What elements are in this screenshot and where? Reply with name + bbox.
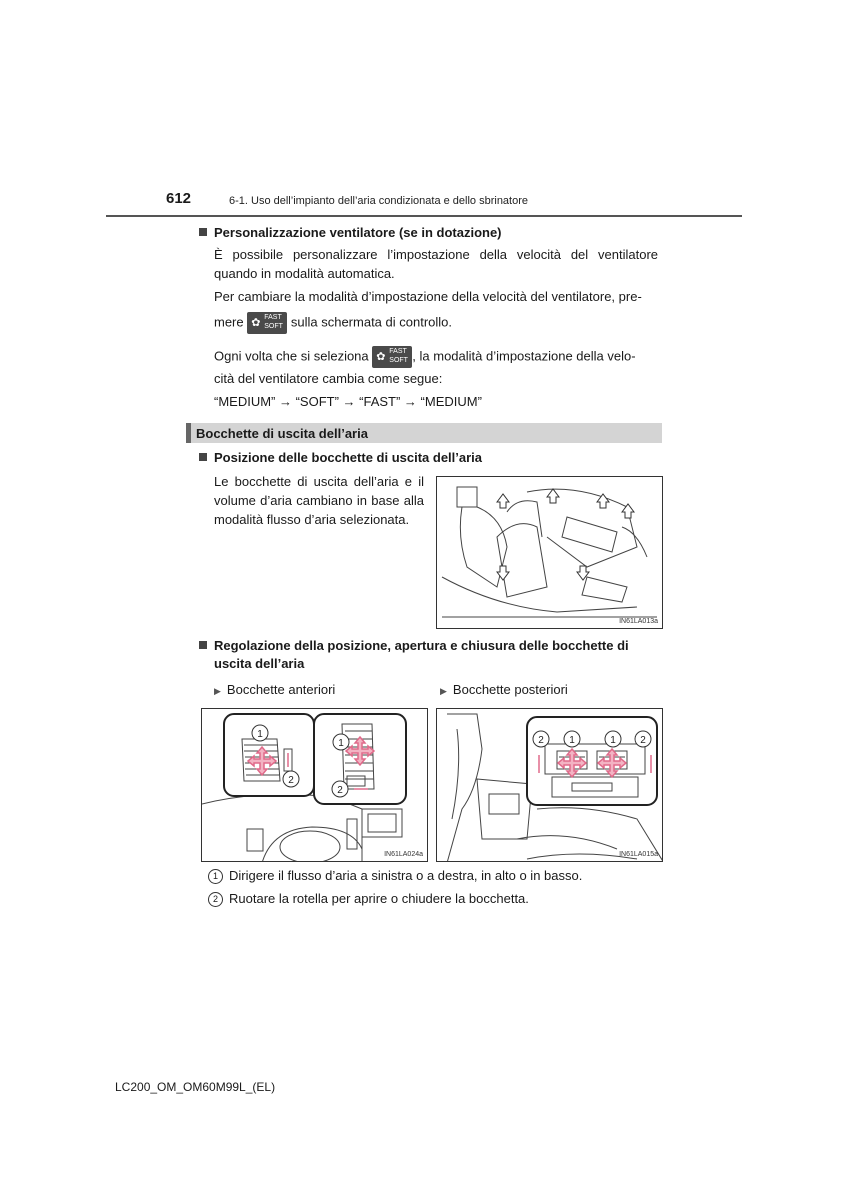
callout-1: 1 <box>610 735 616 746</box>
vent-adjust-heading-line1: Regolazione della posizione, apertura e chiusura delle bocchette di <box>214 638 629 653</box>
callout-2: 2 <box>288 775 294 786</box>
section-title: Bocchette di uscita dell’aria <box>196 426 368 441</box>
page-number: 612 <box>166 190 192 207</box>
rear-vents-illustration <box>437 709 663 862</box>
rear-vents-label-text: Bocchette posteriori <box>452 682 568 697</box>
fast-soft-button-image-2 <box>372 346 412 368</box>
figure-code: IN61LA015a <box>619 851 658 858</box>
front-vents-label <box>214 680 335 701</box>
p3-pre: mere <box>214 314 244 330</box>
rear-vents-figure <box>436 708 663 862</box>
p4-post: , la modalità d’impostazione della velo- <box>412 348 636 364</box>
triangle-bullet-icon: ▶ <box>440 686 447 696</box>
footer-code: LC200_OM_OM60M99L_(EL) <box>115 1080 276 1094</box>
callout-1: 1 <box>338 738 344 749</box>
legend-item-1 <box>208 866 582 885</box>
front-vents-illustration <box>202 709 428 862</box>
btn-line2: SOFT <box>389 357 408 364</box>
legend-item-2 <box>208 889 529 908</box>
vent-adjust-heading-line2: uscita dell’aria <box>214 656 305 671</box>
chapter-title: 6-1. Uso dell’impianto dell’aria condizionata e dello sbrinatore <box>229 195 529 207</box>
callout-number: 1 <box>208 869 223 884</box>
fan-icon: ✿ <box>251 317 261 329</box>
fan-custom-p2: Per cambiare la modalità d’impostazione della velocità del ventilatore, pre- <box>214 289 642 304</box>
vent-position-text: Le bocchette di uscita dell’aria e il volume d’aria cambiano in base alla modalità flusso d’aria selezionata. <box>214 474 424 527</box>
btn-line2: SOFT <box>264 323 283 330</box>
vent-position-figure <box>436 476 663 629</box>
vent-position-heading-text: Posizione delle bocchette di uscita dell’aria <box>214 450 483 465</box>
fan-custom-p3 <box>214 312 658 334</box>
header-rule <box>106 215 742 217</box>
bullet-square-icon <box>199 453 207 461</box>
legend-text: Dirigere il flusso d’aria a sinistra o a destra, in alto o in basso. <box>229 868 583 883</box>
speed-sequence: “MEDIUM” → “SOFT” → “FAST” → “MEDIUM” <box>214 394 482 409</box>
fan-custom-heading-text: Personalizzazione ventilatore (se in dotazione) <box>214 225 502 240</box>
bullet-square-icon <box>199 641 207 649</box>
front-vents-label-text: Bocchette anteriori <box>226 682 336 697</box>
triangle-bullet-icon: ▶ <box>214 686 221 696</box>
callout-2: 2 <box>538 735 544 746</box>
vent-position-heading <box>199 450 482 465</box>
callout-2: 2 <box>640 735 646 746</box>
fan-custom-p1: È possibile personalizzare l’impostazione della velocità del ventilatore quando in modalità automatica. <box>214 247 658 281</box>
callout-2: 2 <box>337 785 343 796</box>
fan-icon: ✿ <box>376 351 386 363</box>
legend-text: Ruotare la rotella per aprire o chiudere la bocchetta. <box>229 891 529 906</box>
callout-number: 2 <box>208 892 223 907</box>
figure-code: IN61LA013a <box>619 618 658 625</box>
btn-line1: FAST <box>389 348 407 355</box>
btn-line1: FAST <box>264 314 282 321</box>
figure-code: IN61LA024a <box>384 851 423 858</box>
fan-custom-p4-line2: cità del ventilatore cambia come segue: <box>214 371 443 386</box>
front-vents-figure <box>201 708 428 862</box>
bullet-square-icon <box>199 228 207 236</box>
rear-vents-label <box>440 680 568 701</box>
p3-post: sulla schermata di controllo. <box>290 314 453 330</box>
p4-pre: Ogni volta che si seleziona <box>214 348 369 364</box>
fan-custom-heading <box>199 225 502 240</box>
vent-adjust-heading <box>199 636 659 656</box>
callout-1: 1 <box>257 729 263 740</box>
fan-custom-p4 <box>214 346 658 368</box>
callout-1: 1 <box>569 735 575 746</box>
cabin-illustration <box>437 477 663 629</box>
fast-soft-button-image <box>247 312 287 334</box>
